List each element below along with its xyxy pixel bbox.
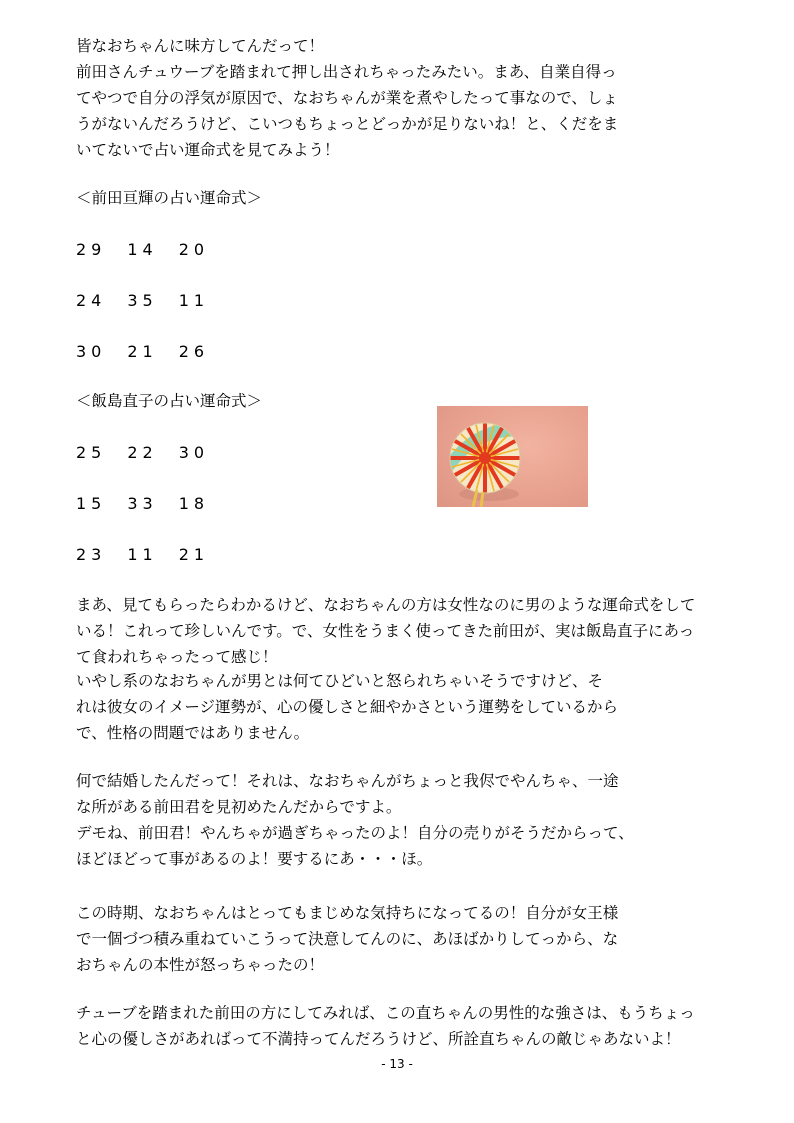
page-number: - 13 - xyxy=(381,1057,413,1071)
text-line: で、性格の問題ではありません。 xyxy=(76,724,310,742)
text-line: て食われちゃったって感じ！ xyxy=(76,648,278,666)
text-line: ほどほどって事があるのよ！要するにあ・・・ほ。 xyxy=(76,850,433,868)
text-line: いてないで占い運命式を見てみよう！ xyxy=(76,141,340,159)
text-line: な所がある前田君を見初めたんだからですよ。 xyxy=(76,798,402,816)
maeda-heading: ＜前田亘輝の占い運命式＞ xyxy=(76,189,263,207)
text-line: 何で結婚したんだって！それは、なおちゃんがちょっと我侭でやんちゃ、一途 xyxy=(76,772,619,790)
temari-photo xyxy=(437,406,588,507)
temari-ball-icon xyxy=(437,406,588,507)
text-line: まあ、見てもらったらわかるけど、なおちゃんの方は女性なのに男のような運命式をして xyxy=(76,596,696,614)
iijima-row: 23 11 21 xyxy=(76,545,210,564)
text-line: この時期、なおちゃんはとってもまじめな気持ちになってるの！自分が女王様 xyxy=(76,904,619,922)
text-line: チューブを踏まれた前田の方にしてみれば、この直ちゃんの男性的な強さは、もうちょっ xyxy=(76,1004,695,1022)
iijima-row: 25 22 30 xyxy=(76,443,210,462)
iijima-row: 15 33 18 xyxy=(76,494,210,513)
text-line: おちゃんの本性が怒っちゃったの！ xyxy=(76,956,325,974)
text-line: 皆なおちゃんに味方してんだって！ xyxy=(76,37,325,55)
text-line: で一個づつ積み重ねていこうって決意してんのに、あほばかりしてっから、な xyxy=(76,930,619,948)
text-line: うがないんだろうけど、こいつもちょっとどっかが足りないね！と、くだをま xyxy=(76,115,619,133)
iijima-heading: ＜飯島直子の占い運命式＞ xyxy=(76,392,263,410)
maeda-row: 29 14 20 xyxy=(76,240,210,259)
text-line: いやし系のなおちゃんが男とは何てひどいと怒られちゃいそうですけど、そ xyxy=(76,672,604,690)
text-line: いる！これって珍しいんです。で、女性をうまく使ってきた前田が、実は飯島直子にあっ xyxy=(76,622,695,640)
maeda-row: 30 21 26 xyxy=(76,342,210,361)
text-line: てやつで自分の浮気が原因で、なおちゃんが業を煮やしたって事なので、しょ xyxy=(76,89,618,107)
text-line: れは彼女のイメージ運勢が、心の優しさと細やかさという運勢をしているから xyxy=(76,698,619,716)
text-line: デモね、前田君！やんちゃが過ぎちゃったのよ！自分の売りがそうだからって、 xyxy=(76,824,634,842)
text-line: 前田さんチュウーブを踏まれて押し出されちゃったみたい。まあ、自業自得っ xyxy=(76,63,617,81)
text-line: と心の優しさがあればって不満持ってんだろうけど、所詮直ちゃんの敵じゃあないよ！ xyxy=(76,1030,681,1048)
maeda-row: 24 35 11 xyxy=(76,291,210,310)
